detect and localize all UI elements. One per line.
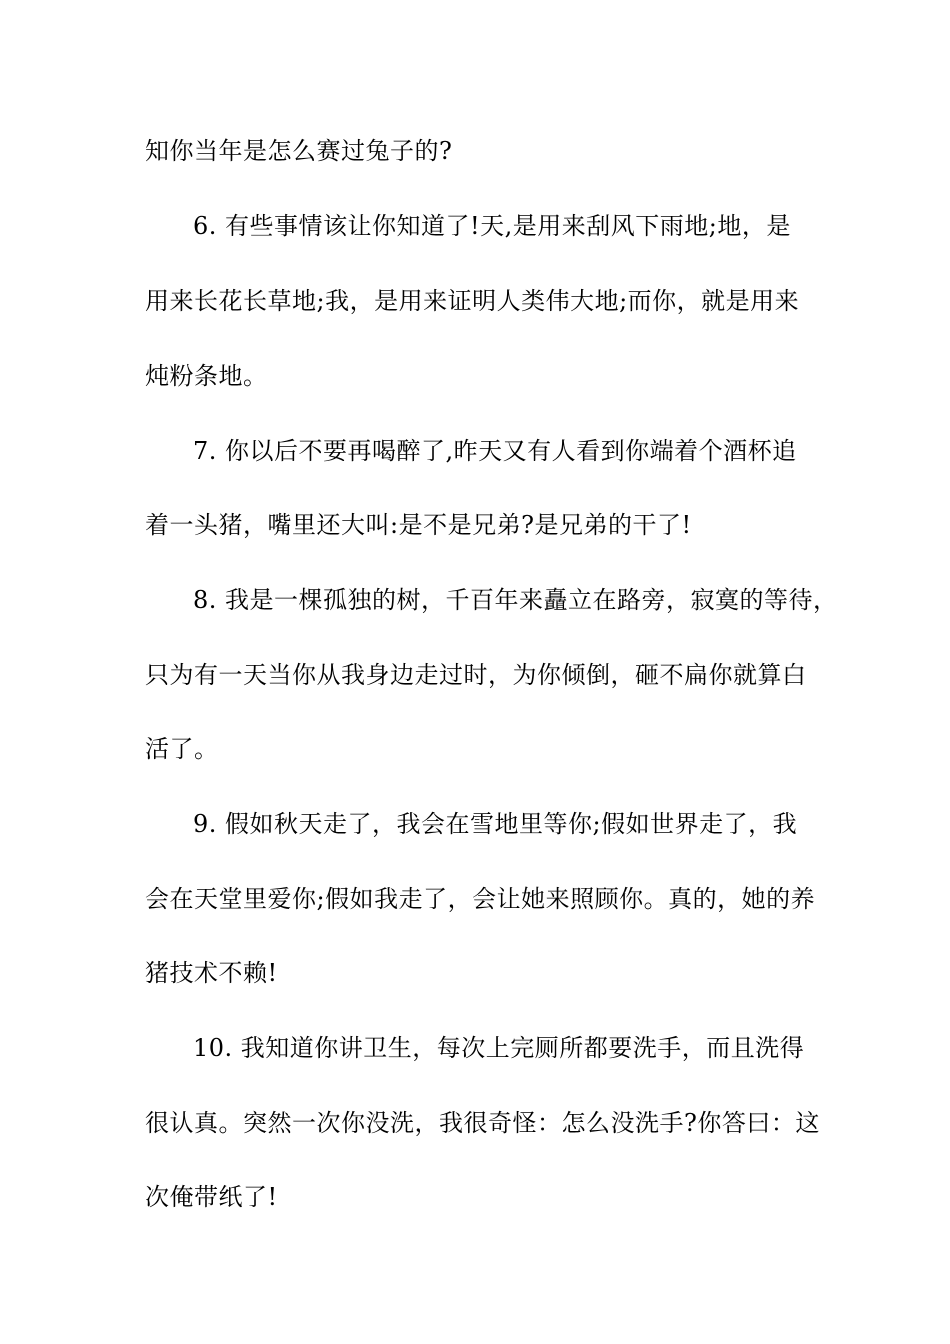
joke-10-line-1: 10. 我知道你讲卫生，每次上完厕所都要洗手，而且洗得 [193, 1034, 805, 1062]
joke-8-line-2: 只为有一天当你从我身边走过时，为你倾倒，砸不扁你就算白 [145, 661, 807, 689]
joke-7-line-1: 7. 你以后不要再喝醉了,昨天又有人看到你端着个酒杯追 [193, 437, 797, 465]
joke-6-line-1: 6. 有些事情该让你知道了!天,是用来刮风下雨地;地，是 [193, 212, 791, 240]
joke-10-line-3: 次俺带纸了! [145, 1183, 278, 1211]
joke-8-line-3: 活了。 [145, 735, 219, 763]
joke-7-line-2: 着一头猪，嘴里还大叫:是不是兄弟?是兄弟的干了! [145, 511, 692, 539]
joke-9-line-2: 会在天堂里爱你;假如我走了，会让她来照顾你。真的，她的养 [145, 885, 816, 913]
joke-6-line-3: 炖粉条地。 [145, 362, 268, 390]
joke-9-line-3: 猪技术不赖! [145, 959, 278, 987]
joke-8-line-1: 8. 我是一棵孤独的树，千百年来矗立在路旁，寂寞的等待， [193, 586, 838, 614]
joke-9-line-1: 9. 假如秋天走了，我会在雪地里等你;假如世界走了，我 [193, 810, 798, 838]
joke-10-line-2: 很认真。突然一次你没洗，我很奇怪：怎么没洗手?你答曰：这 [145, 1109, 820, 1137]
joke-6-line-2: 用来长花长草地;我，是用来证明人类伟大地;而你，就是用来 [145, 287, 800, 315]
text-line: 知你当年是怎么赛过兔子的? [145, 137, 453, 165]
